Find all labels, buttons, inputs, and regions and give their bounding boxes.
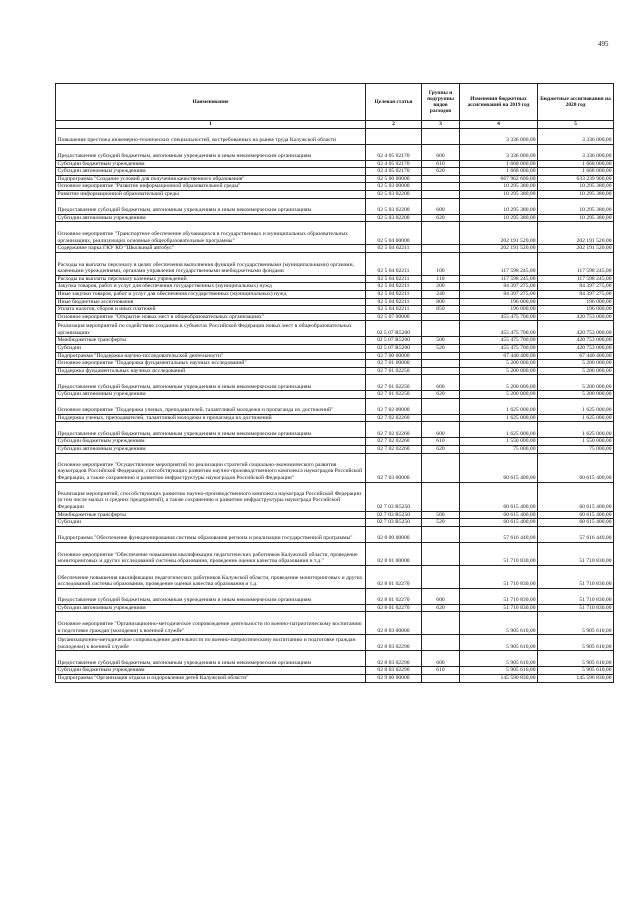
row-2019-cell: 1 550 000,00 — [460, 438, 538, 446]
row-name-cell: Субсидии автономным учреждениям — [56, 604, 366, 612]
table-row — [56, 482, 614, 511]
row-name-cell: Предоставление субсидий бюджетным, автономным учреждениям и иным некоммерческим организациям — [56, 375, 366, 391]
row-code-cell: 02 7 00 00000 — [366, 352, 422, 360]
row-2020-cell: 196 000,00 — [538, 306, 614, 314]
row-group-cell: 610 — [422, 667, 460, 675]
row-name-cell: Содержание парка ГКУ КО "Школьный автобус" — [56, 245, 366, 253]
row-group-cell: 610 — [422, 160, 460, 168]
row-code-cell: 02 5 04 02211 — [366, 290, 422, 298]
row-2020-cell: 117 598 245,00 — [538, 275, 614, 283]
row-name-cell: Основное мероприятие "Осуществление мероприятий по реализации стратегий социально-экономического развития наукоградов Российской Федерации, способствующих развитию научно-производственного комплекса наукоградов Российской Федерации, а также сохранению и развитию инфраструктуры наукоградов Российской Федерации" — [56, 453, 366, 482]
table-row — [56, 612, 614, 635]
row-code-cell: 02 7 01 02250 — [366, 375, 422, 391]
row-code-cell: 02 7 01 00000 — [366, 360, 422, 368]
row-code-cell: 02 7 03 R5250 — [366, 482, 422, 511]
table-row — [56, 511, 614, 519]
row-code-cell: 02 5 04 02211 — [366, 252, 422, 275]
row-2020-cell: 84 397 275,00 — [538, 283, 614, 291]
table-row — [56, 352, 614, 360]
row-name-cell: Основное мероприятие "Организационно-методическое сопровождение деятельности по военно-патриотическому воспитанию и подготовке граждан (молодежи) к военной службе" — [56, 612, 366, 635]
row-group-cell: 620 — [422, 214, 460, 222]
column-number: 2 — [366, 121, 422, 129]
row-2020-cell: 1 625 000,00 — [538, 422, 614, 438]
table-row — [56, 667, 614, 675]
header-code: Целевая статья — [366, 84, 422, 121]
row-2019-cell: 1 625 000,00 — [460, 398, 538, 414]
row-2019-cell: 1 625 000,00 — [460, 414, 538, 422]
row-group-cell: 240 — [422, 290, 460, 298]
table-row — [56, 313, 614, 321]
table-row — [56, 604, 614, 612]
row-group-cell: 600 — [422, 651, 460, 667]
row-group-cell: 600 — [422, 198, 460, 214]
table-row — [56, 214, 614, 222]
row-code-cell: 02 5 07 R5200 — [366, 337, 422, 345]
row-2020-cell: 3 336 000,00 — [538, 144, 614, 160]
row-2019-cell: 1 625 000,00 — [460, 422, 538, 438]
row-2019-cell: 5 905 610,00 — [460, 612, 538, 635]
row-group-cell — [422, 635, 460, 651]
row-2020-cell: 633 239 900,00 — [538, 175, 614, 183]
row-2019-cell: 5 200 000,00 — [460, 391, 538, 399]
row-group-cell — [422, 542, 460, 565]
row-code-cell: 02 7 02 02260 — [366, 414, 422, 422]
row-2019-cell: 84 397 275,00 — [460, 290, 538, 298]
row-2020-cell: 5 200 000,00 — [538, 360, 614, 368]
row-code-cell: 02 8 01 02270 — [366, 604, 422, 612]
row-name-cell: Реализация мероприятий, способствующих развитию научно-производственного комплекса наукограда Российской Федерации (в том числе малых и средних предприятий), а также сохранению и развитию инфраструктуры наукограда Российской Федерации — [56, 482, 366, 511]
row-2020-cell: 10 295 380,00 — [538, 214, 614, 222]
row-code-cell: 02 7 02 02260 — [366, 438, 422, 446]
row-code-cell: 02 5 03 02200 — [366, 214, 422, 222]
row-code-cell: 02 5 04 02211 — [366, 275, 422, 283]
row-group-cell: 620 — [422, 168, 460, 176]
row-2019-cell: 117 598 245,00 — [460, 252, 538, 275]
table-body — [56, 128, 614, 682]
row-code-cell: 02 5 07 R5200 — [366, 344, 422, 352]
row-code-cell: 02 7 02 02260 — [366, 446, 422, 454]
row-group-cell — [422, 565, 460, 588]
row-group-cell: 520 — [422, 344, 460, 352]
row-group-cell: 800 — [422, 298, 460, 306]
row-name-cell: Основное мероприятие "Поддержка ученых, преподавателей, талантливой молодежи и пропаганда их достижений" — [56, 398, 366, 414]
table-row — [56, 391, 614, 399]
row-group-cell: 500 — [422, 511, 460, 519]
row-name-cell: Подпрограмма "Организация отдыха и оздоровления детей Калужской области" — [56, 675, 366, 683]
row-2019-cell: 455 475 700,00 — [460, 337, 538, 345]
row-code-cell: 02 5 04 00000 — [366, 222, 422, 245]
row-group-cell — [422, 175, 460, 183]
column-number-row — [56, 121, 614, 129]
row-2020-cell: 202 191 520,00 — [538, 222, 614, 245]
table-row — [56, 222, 614, 245]
table-row — [56, 183, 614, 191]
row-group-cell: 620 — [422, 604, 460, 612]
header-group: Группы и подгруппы видов расходов — [422, 84, 460, 121]
row-2020-cell: 67 440 400,00 — [538, 352, 614, 360]
row-name-cell: Поддержка ученых, преподавателей, талантливой молодежи и пропаганда их достижений — [56, 414, 366, 422]
table-row — [56, 438, 614, 446]
row-name-cell: Субсидии бюджетным учреждениям — [56, 160, 366, 168]
row-2019-cell: 60 615 400,00 — [460, 482, 538, 511]
row-name-cell: Предоставление субсидий бюджетным, автономным учреждениям и иным некоммерческим организациям — [56, 588, 366, 604]
header-2020: Бюджетные ассигнования на 2020 год — [538, 84, 614, 121]
row-2020-cell: 10 295 380,00 — [538, 183, 614, 191]
row-2019-cell: 51 710 830,00 — [460, 604, 538, 612]
row-2020-cell: 5 200 000,00 — [538, 391, 614, 399]
row-2020-cell: 57 616 440,00 — [538, 526, 614, 542]
row-group-cell: 620 — [422, 391, 460, 399]
row-code-cell: 02 7 03 00000 — [366, 453, 422, 482]
row-name-cell: Субсидии автономным учреждениям — [56, 214, 366, 222]
table-row — [56, 344, 614, 352]
row-name-cell: Субсидии — [56, 344, 366, 352]
row-2019-cell: 10 295 380,00 — [460, 183, 538, 191]
row-2019-cell: 5 905 610,00 — [460, 667, 538, 675]
table-header-row — [56, 84, 614, 121]
row-name-cell: Повышение престижа инженерно-технических специальностей, востребованных на рынке труда Калужской области — [56, 128, 366, 144]
row-name-cell: Основное мероприятие "Обеспечение повышения квалификации педагогических работников Калужской области, проведение мониторинговых и других исследований системы образования, проведение оценки качества образования и т.д." — [56, 542, 366, 565]
table-row — [56, 375, 614, 391]
table-row — [56, 422, 614, 438]
row-code-cell: 02 8 03 00000 — [366, 612, 422, 635]
table-row — [56, 245, 614, 253]
table-row — [56, 675, 614, 683]
row-2019-cell: 455 475 700,00 — [460, 313, 538, 321]
row-2020-cell: 51 710 830,00 — [538, 604, 614, 612]
row-code-cell: 02 8 00 00000 — [366, 526, 422, 542]
row-group-cell: 100 — [422, 252, 460, 275]
row-name-cell: Субсидии бюджетным учреждениям — [56, 667, 366, 675]
row-2020-cell: 5 905 610,00 — [538, 667, 614, 675]
row-2020-cell: 1 668 000,00 — [538, 160, 614, 168]
row-2019-cell: 84 397 275,00 — [460, 283, 538, 291]
row-2019-cell: 196 000,00 — [460, 298, 538, 306]
row-name-cell: Подпрограмма "Создание условий для получения качественного образования" — [56, 175, 366, 183]
row-2019-cell: 51 710 830,00 — [460, 565, 538, 588]
row-name-cell: Межбюджетные трансферты — [56, 511, 366, 519]
row-2019-cell: 202 191 520,00 — [460, 222, 538, 245]
column-number: 4 — [460, 121, 538, 129]
row-2019-cell: 3 336 000,00 — [460, 144, 538, 160]
row-2019-cell: 117 598 245,00 — [460, 275, 538, 283]
row-group-cell: 610 — [422, 438, 460, 446]
row-name-cell: Субсидии автономным учреждениям — [56, 168, 366, 176]
row-2020-cell: 10 295 380,00 — [538, 190, 614, 198]
row-group-cell: 200 — [422, 283, 460, 291]
row-2020-cell: 1 625 000,00 — [538, 398, 614, 414]
table-row — [56, 275, 614, 283]
row-2019-cell: 455 475 700,00 — [460, 321, 538, 337]
row-group-cell — [422, 612, 460, 635]
row-2019-cell: 10 295 380,00 — [460, 214, 538, 222]
row-2020-cell: 10 295 380,00 — [538, 198, 614, 214]
row-code-cell: 02 5 03 00000 — [366, 183, 422, 191]
table-row — [56, 367, 614, 375]
row-2020-cell: 51 710 830,00 — [538, 542, 614, 565]
row-2019-cell: 202 191 520,00 — [460, 245, 538, 253]
table-row — [56, 360, 614, 368]
row-2020-cell: 420 753 000,00 — [538, 321, 614, 337]
row-name-cell: Предоставление субсидий бюджетным, автономным учреждениям и иным некоммерческим организациям — [56, 422, 366, 438]
table-row — [56, 252, 614, 275]
row-group-cell — [422, 183, 460, 191]
row-2020-cell: 145 596 830,00 — [538, 675, 614, 683]
row-group-cell — [422, 313, 460, 321]
row-code-cell: 02 5 03 02200 — [366, 198, 422, 214]
table-row — [56, 635, 614, 651]
row-2020-cell: 1 550 000,00 — [538, 438, 614, 446]
row-group-cell — [422, 453, 460, 482]
row-group-cell — [422, 482, 460, 511]
row-group-cell — [422, 321, 460, 337]
table-row — [56, 542, 614, 565]
row-code-cell: 02 7 03 R5250 — [366, 511, 422, 519]
row-2020-cell: 5 905 610,00 — [538, 635, 614, 651]
table-row — [56, 526, 614, 542]
table-row — [56, 453, 614, 482]
row-name-cell: Субсидии бюджетным учреждениям — [56, 438, 366, 446]
row-name-cell: Основное мероприятие "Развитие информационной образовательной среды" — [56, 183, 366, 191]
row-group-cell: 600 — [422, 375, 460, 391]
row-code-cell — [366, 128, 422, 144]
row-code-cell: 02 7 02 02260 — [366, 422, 422, 438]
row-name-cell: Основное мероприятие "Открытие новых мест в общеобразовательных организациях" — [56, 313, 366, 321]
row-code-cell: 02 7 01 02250 — [366, 367, 422, 375]
row-name-cell: Подпрограмма "Обеспечение функционирования системы образования региона и реализации государственной программы" — [56, 526, 366, 542]
table-row — [56, 175, 614, 183]
row-group-cell: 620 — [422, 446, 460, 454]
row-name-cell: Субсидии автономным учреждениям — [56, 446, 366, 454]
row-2020-cell: 51 710 830,00 — [538, 588, 614, 604]
row-2019-cell: 5 200 000,00 — [460, 360, 538, 368]
row-2019-cell: 67 440 400,00 — [460, 352, 538, 360]
table-row — [56, 168, 614, 176]
row-name-cell: Основное мероприятие "Транспортное обеспечение обучающихся в государственных и муниципальных образовательных организациях, реализующих основные общеобразовательные программы" — [56, 222, 366, 245]
table-row — [56, 414, 614, 422]
page-number: 495 — [598, 40, 609, 48]
table-row — [56, 290, 614, 298]
row-code-cell: 02 4 05 02170 — [366, 144, 422, 160]
table-row — [56, 128, 614, 144]
row-code-cell: 02 9 00 00000 — [366, 675, 422, 683]
row-code-cell: 02 5 07 00000 — [366, 313, 422, 321]
row-name-cell: Расходы на выплаты персоналу в целях обеспечения выполнения функций государственными (муниципальными) органами, казенными учреждениями, органами управления государственными внебюджетными фондами — [56, 252, 366, 275]
row-name-cell: Реализация мероприятий по содействию созданию в субъектах Российской Федерации новых мест в общеобразовательных организациях — [56, 321, 366, 337]
row-group-cell: 500 — [422, 337, 460, 345]
row-group-cell — [422, 352, 460, 360]
row-name-cell: Иные бюджетные ассигнования — [56, 298, 366, 306]
row-group-cell — [422, 245, 460, 253]
row-2019-cell: 145 590 830,00 — [460, 675, 538, 683]
row-group-cell: 600 — [422, 588, 460, 604]
header-name: Наименование — [56, 84, 366, 121]
row-group-cell — [422, 360, 460, 368]
table-row — [56, 306, 614, 314]
row-code-cell: 02 5 04 02211 — [366, 306, 422, 314]
row-2020-cell: 60 615 400,00 — [538, 519, 614, 527]
row-2019-cell: 3 336 000,00 — [460, 128, 538, 144]
row-code-cell: 02 5 03 02200 — [366, 190, 422, 198]
row-code-cell: 02 8 03 02290 — [366, 667, 422, 675]
row-group-cell — [422, 367, 460, 375]
row-code-cell: 02 4 05 02170 — [366, 168, 422, 176]
row-group-cell: 600 — [422, 422, 460, 438]
table-row — [56, 651, 614, 667]
table-row — [56, 565, 614, 588]
row-2020-cell: 196 000,00 — [538, 298, 614, 306]
table-row — [56, 519, 614, 527]
row-name-cell: Организационно-методическое сопровождение деятельности по военно-патриотическому воспитанию и подготовке граждан (молодежи) к военной службе — [56, 635, 366, 651]
row-2019-cell: 1 668 000,00 — [460, 160, 538, 168]
row-name-cell: Предоставление субсидий бюджетным, автономным учреждениям и иным некоммерческим организациям — [56, 651, 366, 667]
row-2020-cell: 60 615 400,00 — [538, 453, 614, 482]
column-number: 3 — [422, 121, 460, 129]
row-name-cell: Субсидии — [56, 519, 366, 527]
table-row — [56, 198, 614, 214]
row-2019-cell: 5 905 610,00 — [460, 635, 538, 651]
row-2020-cell: 1 668 000,00 — [538, 168, 614, 176]
row-2019-cell: 60 615 400,00 — [460, 453, 538, 482]
row-2020-cell: 75 000,00 — [538, 446, 614, 454]
row-code-cell: 02 8 03 02290 — [366, 635, 422, 651]
row-2020-cell: 3 336 000,00 — [538, 128, 614, 144]
row-group-cell — [422, 222, 460, 245]
row-2019-cell: 51 710 830,00 — [460, 542, 538, 565]
row-2019-cell: 60 615 400,00 — [460, 511, 538, 519]
row-2020-cell: 5 200 000,00 — [538, 367, 614, 375]
row-2019-cell: 455 475 700,00 — [460, 344, 538, 352]
row-name-cell: Иные закупки товаров, работ и услуг для обеспечения государственных (муниципальных) нужд — [56, 290, 366, 298]
row-2019-cell: 5 200 000,00 — [460, 367, 538, 375]
row-group-cell: 600 — [422, 144, 460, 160]
row-group-cell: 520 — [422, 519, 460, 527]
row-2020-cell: 420 753 000,00 — [538, 344, 614, 352]
row-2020-cell: 84 397 275,00 — [538, 290, 614, 298]
row-2020-cell: 60 615 400,00 — [538, 482, 614, 511]
row-2020-cell: 60 615 400,00 — [538, 511, 614, 519]
column-number: 5 — [538, 121, 614, 129]
row-2019-cell: 75 000,00 — [460, 446, 538, 454]
table-row — [56, 144, 614, 160]
row-2020-cell: 5 905 610,00 — [538, 612, 614, 635]
row-code-cell: 02 8 01 00000 — [366, 542, 422, 565]
row-name-cell: Обеспечение повышения квалификации педагогических работников Калужской области, проведение мониторинговых и других исследований системы образования, проведение оценки качества образования и т.д. — [56, 565, 366, 588]
row-code-cell: 02 5 04 02211 — [366, 298, 422, 306]
row-2019-cell: 5 905 610,00 — [460, 651, 538, 667]
header-2019: Изменения бюджетных ассигнований на 2019 год — [460, 84, 538, 121]
row-code-cell: 02 7 01 02250 — [366, 391, 422, 399]
row-2020-cell: 51 710 830,00 — [538, 565, 614, 588]
row-name-cell: Поддержка фундаментальных научных исследований — [56, 367, 366, 375]
row-2019-cell: 10 295 380,00 — [460, 198, 538, 214]
row-2019-cell: 1 668 000,00 — [460, 168, 538, 176]
column-number: 1 — [56, 121, 366, 129]
row-2020-cell: 5 905 610,00 — [538, 651, 614, 667]
row-2020-cell: 117 598 245,00 — [538, 252, 614, 275]
row-group-cell — [422, 414, 460, 422]
row-2020-cell: 5 200 000,00 — [538, 375, 614, 391]
table-row — [56, 283, 614, 291]
row-name-cell: Расходы на выплаты персоналу казенных учреждений — [56, 275, 366, 283]
table-row — [56, 160, 614, 168]
row-2020-cell: 420 753 000,00 — [538, 313, 614, 321]
table-row — [56, 298, 614, 306]
table-row — [56, 321, 614, 337]
row-code-cell: 02 8 01 02270 — [366, 588, 422, 604]
row-group-cell — [422, 526, 460, 542]
row-name-cell: Межбюджетные трансферты — [56, 337, 366, 345]
row-2020-cell: 1 625 000,00 — [538, 414, 614, 422]
row-2019-cell: 5 200 000,00 — [460, 375, 538, 391]
row-2019-cell: 60 615 400,00 — [460, 519, 538, 527]
row-code-cell: 02 5 04 02211 — [366, 245, 422, 253]
row-code-cell: 02 8 03 02290 — [366, 651, 422, 667]
row-group-cell: 850 — [422, 306, 460, 314]
row-2019-cell: 51 710 830,00 — [460, 588, 538, 604]
row-name-cell: Развитие информационной образовательной среды — [56, 190, 366, 198]
row-code-cell: 02 5 00 00000 — [366, 175, 422, 183]
row-2019-cell: 196 000,00 — [460, 306, 538, 314]
row-2020-cell: 420 753 000,00 — [538, 337, 614, 345]
row-2020-cell: 202 191 520,00 — [538, 245, 614, 253]
row-code-cell: 02 4 05 02170 — [366, 160, 422, 168]
row-2019-cell: 57 616 440,00 — [460, 526, 538, 542]
table-row — [56, 446, 614, 454]
row-name-cell: Закупка товаров, работ и услуг для обеспечения государственных (муниципальных) нужд — [56, 283, 366, 291]
table-row — [56, 588, 614, 604]
row-name-cell: Основное мероприятие "Поддержка фундаментальных научных исследований" — [56, 360, 366, 368]
row-code-cell: 02 7 02 00000 — [366, 398, 422, 414]
budget-table — [55, 83, 614, 683]
row-name-cell: Предоставление субсидий бюджетным, автономным учреждениям и иным некоммерческим организациям — [56, 198, 366, 214]
row-code-cell: 02 5 07 R5200 — [366, 321, 422, 337]
row-name-cell: Уплата налогов, сборов и иных платежей — [56, 306, 366, 314]
row-2019-cell: 10 295 380,00 — [460, 190, 538, 198]
row-group-cell — [422, 675, 460, 683]
row-code-cell: 02 8 01 02270 — [366, 565, 422, 588]
row-name-cell: Подпрограмма "Поддержка научно-исследовательской деятельности" — [56, 352, 366, 360]
row-name-cell: Субсидии автономным учреждениям — [56, 391, 366, 399]
row-group-cell — [422, 128, 460, 144]
row-group-cell — [422, 190, 460, 198]
row-2019-cell: 667 962 600,00 — [460, 175, 538, 183]
row-group-cell — [422, 398, 460, 414]
table-row — [56, 337, 614, 345]
row-name-cell: Предоставление субсидий бюджетным, автономным учреждениям и иным некоммерческим организациям — [56, 144, 366, 160]
table-row — [56, 190, 614, 198]
row-code-cell: 02 7 03 R5250 — [366, 519, 422, 527]
row-group-cell: 110 — [422, 275, 460, 283]
table-row — [56, 398, 614, 414]
row-code-cell: 02 5 04 02211 — [366, 283, 422, 291]
